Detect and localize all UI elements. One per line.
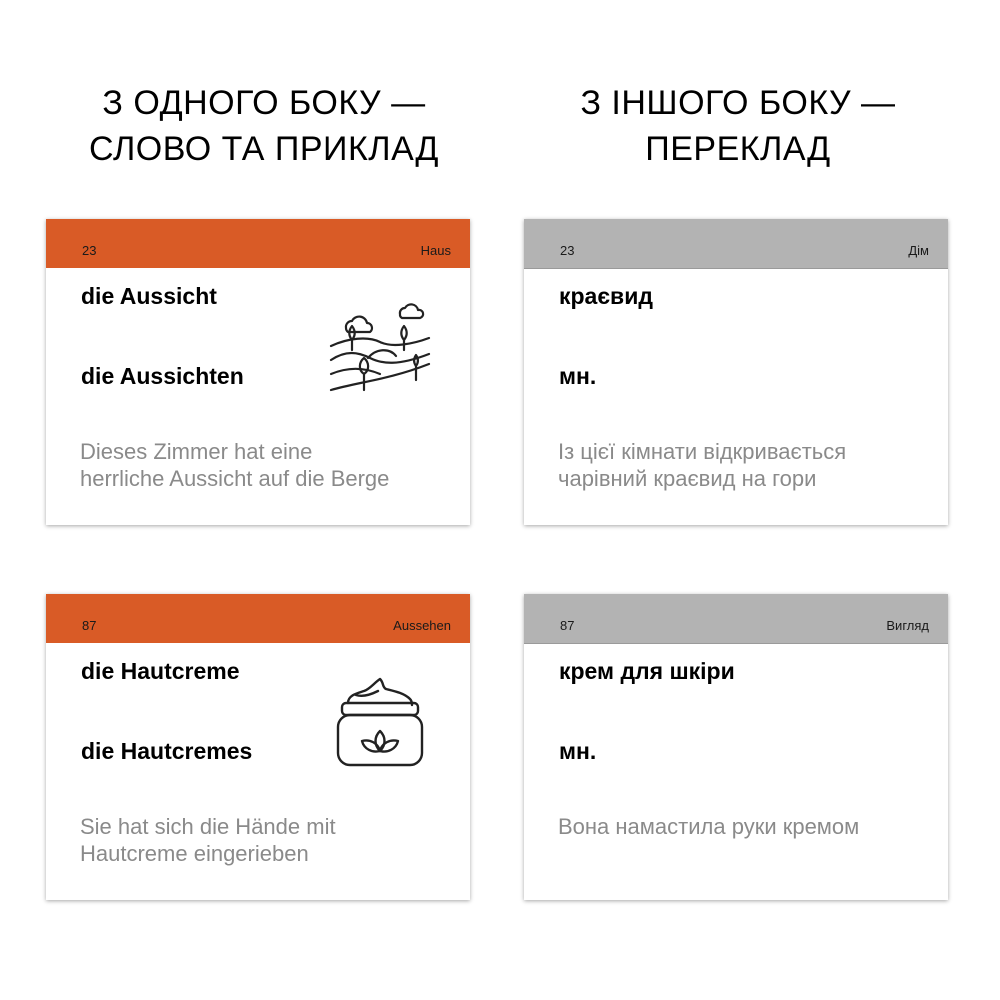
card-number: 87 bbox=[82, 618, 97, 633]
card-word: die Hautcreme bbox=[81, 658, 240, 684]
card-header bbox=[524, 219, 948, 269]
example-line: herrliche Aussicht auf die Berge bbox=[80, 466, 390, 491]
example-line: Із цієї кімнати відкривається bbox=[558, 439, 847, 464]
cream-jar-icon bbox=[328, 669, 432, 773]
heading-front-side bbox=[24, 80, 504, 172]
card-example bbox=[558, 813, 938, 840]
heading-front-line-1: З ОДНОГО БОКУ — bbox=[102, 84, 426, 122]
example-line: Hautcreme eingerieben bbox=[80, 841, 309, 866]
example-line: чарівний краєвид на гори bbox=[558, 466, 817, 491]
card-topic: Aussehen bbox=[393, 618, 451, 633]
card-number: 87 bbox=[560, 618, 575, 633]
card-plural: мн. bbox=[559, 363, 597, 389]
card-topic: Вигляд bbox=[886, 618, 929, 633]
card-word: краєвид bbox=[559, 283, 653, 309]
card-number: 23 bbox=[560, 243, 575, 258]
landscape-icon bbox=[328, 294, 432, 398]
card-plural: die Aussichten bbox=[81, 363, 244, 389]
card-example bbox=[558, 438, 938, 492]
card-number: 23 bbox=[82, 243, 97, 258]
card-topic: Дім bbox=[908, 243, 929, 258]
card-header bbox=[46, 594, 470, 643]
card-topic: Haus bbox=[420, 243, 451, 258]
card-header bbox=[46, 219, 470, 268]
heading-back-line-1: З ІНШОГО БОКУ — bbox=[580, 84, 896, 122]
heading-back-side bbox=[498, 80, 978, 172]
flashcard-back bbox=[524, 219, 948, 525]
example-line: Sie hat sich die Hände mit bbox=[80, 814, 336, 839]
heading-front-line-2: СЛОВО ТА ПРИКЛАД bbox=[89, 130, 439, 168]
card-word: die Aussicht bbox=[81, 283, 217, 309]
card-word: крем для шкіри bbox=[559, 658, 735, 684]
flashcard-front bbox=[46, 594, 470, 900]
card-example bbox=[80, 438, 460, 492]
flashcard-front bbox=[46, 219, 470, 525]
card-plural: мн. bbox=[559, 738, 597, 764]
card-header bbox=[524, 594, 948, 644]
example-line: Dieses Zimmer hat eine bbox=[80, 439, 313, 464]
heading-back-line-2: ПЕРЕКЛАД bbox=[645, 130, 831, 168]
example-line: Вона намастила руки кремом bbox=[558, 814, 860, 839]
card-plural: die Hautcremes bbox=[81, 738, 253, 764]
card-example bbox=[80, 813, 460, 867]
flashcard-back bbox=[524, 594, 948, 900]
